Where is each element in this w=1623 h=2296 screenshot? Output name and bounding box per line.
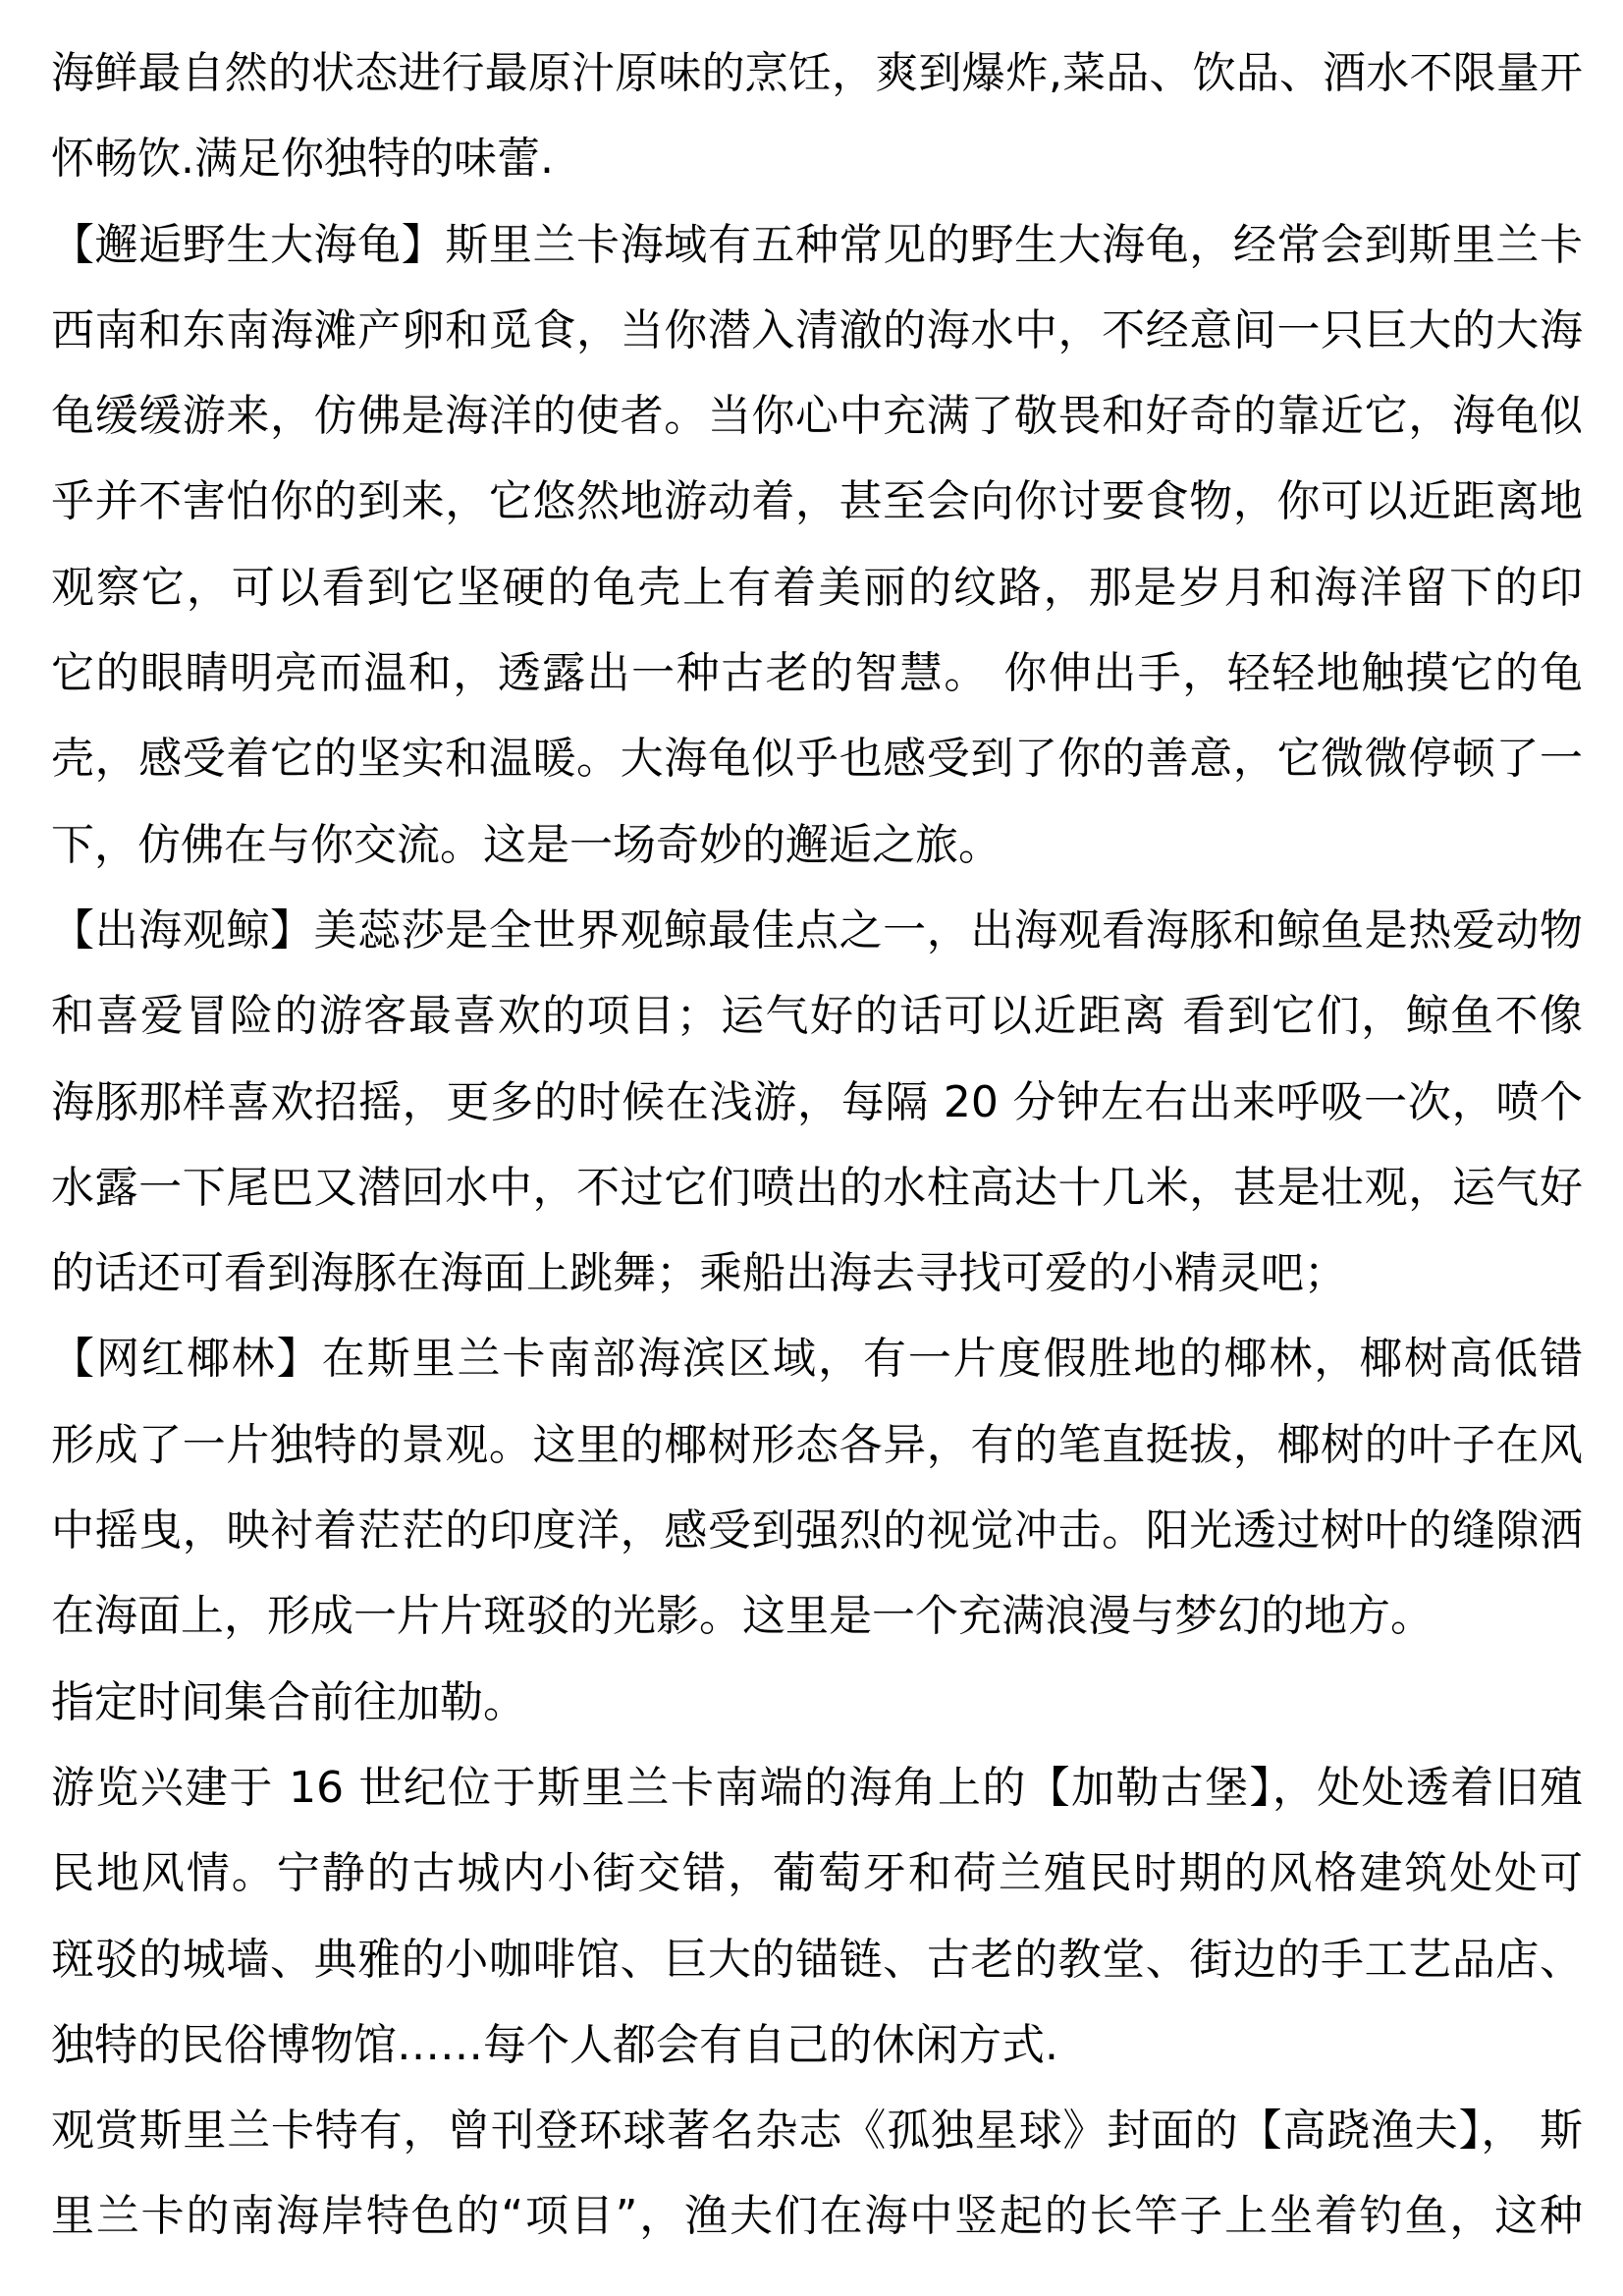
text-line: 【出海观鲸】美蕊莎是全世界观鲸最佳点之一，出海观看海豚和鲸鱼是热爱动物 <box>51 904 1583 956</box>
paragraph-coconut-grove <box>51 1316 1583 1659</box>
text-line: 它的眼睛明亮而温和，透露出一种古老的智慧。 你伸出手，轻轻地触摸它的龟 <box>51 648 1583 699</box>
paragraph-stilt-fishermen <box>51 2088 1583 2260</box>
text-line: 在海面上，形成一片片斑驳的光影。这里是一个充满浪漫与梦幻的地方。 <box>51 1591 1434 1642</box>
text-line: 形成了一片独特的景观。这里的椰树形态各异，有的笔直挺拔，椰树的叶子在风 <box>51 1419 1583 1470</box>
paragraph-depart-galle <box>51 1660 1583 1745</box>
paragraph-galle-fort <box>51 1745 1583 2088</box>
text-line: 观察它，可以看到它坚硬的龟壳上有着美丽的纹路，那是岁月和海洋留下的印 <box>51 562 1583 613</box>
text-line: 下，仿佛在与你交流。这是一场奇妙的邂逅之旅。 <box>51 819 1001 870</box>
text-line: 里兰卡的南海岸特色的“项目”，渔夫们在海中竖起的长竿子上坐着钓鱼，这种 <box>51 2191 1583 2242</box>
text-line: 乎并不害怕你的到来，它悠然地游动着，甚至会向你讨要食物，你可以近距离地 <box>51 476 1583 527</box>
text-line: 西南和东南海滩产卵和觅食，当你潜入清澈的海水中，不经意间一只巨大的大海 <box>51 304 1583 355</box>
text-line: 的话还可看到海豚在海面上跳舞；乘船出海去寻找可爱的小精灵吧； <box>51 1248 1347 1299</box>
text-line: 怀畅饮.满足你独特的味蕾. <box>51 134 554 185</box>
text-line: 游览兴建于 16 世纪位于斯里兰卡南端的海角上的【加勒古堡】，处处透着旧殖 <box>51 1762 1583 1813</box>
text-line: 水露一下尾巴又潜回水中，不过它们喷出的水柱高达十几米，甚是壮观，运气好 <box>51 1162 1583 1213</box>
text-line: 【邂逅野生大海龟】斯里兰卡海域有五种常见的野生大海龟，经常会到斯里兰卡 <box>51 219 1583 270</box>
text-line: 海鲜最自然的状态进行最原汁原味的烹饪，爽到爆炸,菜品、饮品、酒水不限量开 <box>51 48 1583 98</box>
text-line: 【网红椰林】在斯里兰卡南部海滨区域，有一片度假胜地的椰林，椰树高低错 <box>51 1334 1583 1385</box>
paragraph-seafood-buffet <box>51 30 1583 202</box>
text-line: 斑驳的城墙、典雅的小咖啡馆、巨大的锚链、古老的教堂、街边的手工艺品店、 <box>51 1934 1583 1985</box>
text-line: 和喜爱冒险的游客最喜欢的项目；运气好的话可以近距离 看到它们，鲸鱼不像 <box>51 991 1583 1042</box>
text-line: 壳，感受着它的坚实和温暖。大海龟似乎也感受到了你的善意，它微微停顿了一 <box>51 734 1583 785</box>
text-line: 观赏斯里兰卡特有，曾刊登环球著名杂志《孤独星球》封面的【高跷渔夫】， 斯 <box>51 2105 1583 2157</box>
text-line: 海豚那样喜欢招摇，更多的时候在浅游，每隔 20 分钟左右出来呼吸一次，喷个 <box>51 1076 1583 1127</box>
text-line: 独特的民俗博物馆……每个人都会有自己的休闲方式. <box>51 2019 1058 2070</box>
text-line: 龟缓缓游来，仿佛是海洋的使者。当你心中充满了敬畏和好奇的靠近它，海龟似 <box>51 391 1583 442</box>
text-line: 民地风情。宁静的古城内小街交错，葡萄牙和荷兰殖民时期的风格建筑处处可 <box>51 1848 1583 1899</box>
text-line: 中摇曳，映衬着茫茫的印度洋，感受到强烈的视觉冲击。阳光透过树叶的缝隙洒 <box>51 1505 1583 1557</box>
text-line: 指定时间集合前往加勒。 <box>51 1676 526 1727</box>
paragraph-whale-watching <box>51 888 1583 1316</box>
paragraph-sea-turtles <box>51 202 1583 888</box>
